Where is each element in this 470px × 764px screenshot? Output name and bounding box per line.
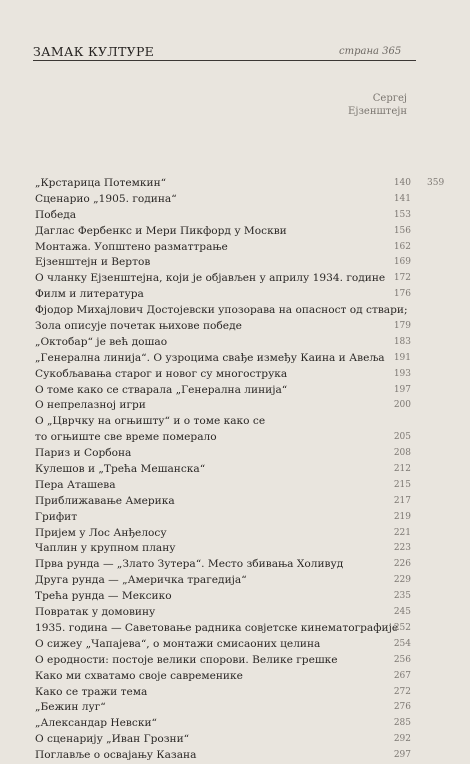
toc-entry-page: 193: [393, 368, 411, 379]
toc-entry-page: 162: [393, 241, 411, 252]
toc-entry-title: Како ми схватамо своје савременике: [35, 669, 243, 682]
toc-entry: [35, 208, 465, 224]
toc-entry-title: Пријем у Лос Анђелосу: [35, 526, 167, 539]
toc-entry-page: 285: [393, 718, 411, 729]
toc-entry: [35, 605, 465, 621]
toc-entry-page: 254: [393, 638, 411, 649]
toc-entry-title: Повратак у домовину: [35, 606, 156, 619]
toc-entry-title: „Крстарица Потемкин“: [35, 177, 167, 189]
toc-entry-title: О непрелазној игри: [35, 399, 146, 412]
toc-entry-title: Ејзенштејн и Вертов: [35, 256, 151, 269]
toc-entry: [35, 351, 465, 367]
author-last-name: Ејзенштејн: [348, 106, 407, 117]
toc-entry: [35, 494, 465, 510]
toc-entry-title: Грифит: [35, 510, 78, 523]
toc-entry-page: 215: [393, 479, 411, 490]
toc-entry: [35, 557, 465, 573]
toc-entry-title: Приближавање Америка: [35, 494, 175, 507]
toc-entry-title: Чаплин у крупном плану: [35, 542, 176, 555]
toc-entry-page: 235: [393, 591, 411, 602]
toc-entry-page: 141: [393, 193, 411, 204]
toc-entry: [35, 255, 465, 271]
toc-entry: [35, 414, 465, 430]
toc-entry-title: Победа: [35, 208, 77, 221]
toc-entry: [35, 685, 465, 701]
toc-entry: [35, 478, 465, 494]
toc-entry-page: 217: [393, 495, 411, 506]
toc-entry-page: 256: [393, 654, 411, 665]
toc-entry: [35, 621, 465, 637]
toc-entry: [35, 589, 465, 605]
toc-entry: [35, 573, 465, 589]
running-header-page: страна 365: [339, 46, 402, 57]
toc-entry-page: 221: [393, 527, 411, 538]
toc-entry-page: 156: [393, 225, 411, 236]
toc-entry-page: 229: [393, 575, 411, 586]
toc-entry-title: „Генерална линија“. О узроцима свађе између Каина и Авеља: [35, 351, 385, 364]
toc-entry-title: Поглавље о освајању Казана: [35, 749, 197, 762]
toc-entry-title: О сценарију „Иван Грозни“: [35, 733, 190, 746]
toc-entry-title: Прва рунда — „Злато Зутера“. Место збивања Холивуд: [35, 558, 344, 571]
toc-entry: [35, 398, 465, 414]
toc-entry-title: Трећа рунда — Мексико: [35, 590, 172, 603]
toc-entry: [35, 510, 465, 526]
toc-entry-page: 212: [393, 464, 411, 475]
toc-entry: [35, 240, 465, 256]
toc-entry: [35, 319, 465, 335]
toc-entry-page: 226: [393, 559, 411, 570]
toc-entry-page: 297: [393, 750, 411, 761]
toc-entry-page: 223: [393, 543, 411, 554]
toc-entry: [35, 383, 465, 399]
toc-entry-title: „Октобар“ је већ дошао: [35, 335, 168, 348]
toc-entry-page: 183: [393, 336, 411, 347]
toc-entry-title: „Бежин луг“: [35, 701, 106, 714]
toc-entry: [35, 335, 465, 351]
toc-entry-title: О „Цврчку на огњишту“ и о томе како се: [35, 415, 266, 428]
margin-page-number: 359: [427, 178, 445, 188]
toc-entry-title: „Александар Невски“: [35, 717, 157, 730]
toc-entry-page: 140: [393, 178, 411, 188]
toc-entry-title: Фјодор Михајлович Достојевски упозорава на опасност од ствари;: [35, 304, 408, 317]
toc-entry-title: Како се тражи тема: [35, 685, 148, 698]
toc-entry-title: Филм и литература: [35, 288, 144, 301]
toc-entry-page: 276: [393, 702, 411, 713]
toc-entry-title: 1935. година — Саветовање радника совјетске кинематографије: [35, 621, 399, 634]
toc-entry-page: 197: [393, 384, 411, 395]
toc-entry-page: 208: [393, 448, 411, 459]
toc-entry: [35, 748, 465, 764]
running-header-title: ЗАМАК КУЛТУРЕ: [33, 44, 155, 59]
toc-entry-page: 200: [393, 400, 411, 411]
toc-entry-title: Зола описује почетак њихове победе: [35, 320, 242, 333]
toc-entry: [35, 526, 465, 542]
toc-entry: [35, 303, 465, 319]
toc-entry: [35, 271, 465, 287]
toc-entry: [35, 367, 465, 383]
toc-entry: [35, 716, 465, 732]
toc-entry-title: Пера Аташева: [35, 478, 116, 491]
toc-entry-title: то огњиште све време померало: [35, 431, 217, 444]
toc-entry: [35, 637, 465, 653]
toc-entry-page: 245: [393, 607, 411, 618]
toc-entry-title: О чланку Ејзенштејна, који је објављен у априлу 1934. године: [35, 272, 386, 285]
toc-entry-title: Друга рунда — „Америчка трагедија“: [35, 574, 247, 587]
toc-entry-title: Монтажа. Уопштено разматтрање: [35, 240, 228, 253]
toc-entry-page: 219: [393, 511, 411, 522]
toc-entry: [35, 287, 465, 303]
toc-entry-title: Кулешов и „Трећа Мешанска“: [35, 463, 206, 476]
toc-entry: [35, 653, 465, 669]
toc-entry-page: 292: [393, 734, 411, 745]
toc-entry-page: 172: [393, 273, 411, 284]
table-of-contents: [35, 176, 465, 764]
toc-entry: [35, 192, 465, 208]
toc-entry-page: 205: [393, 432, 411, 443]
toc-entry-page: 267: [393, 670, 411, 681]
toc-entry-title: Сценарио „1905. година“: [35, 192, 177, 205]
toc-entry-title: Даглас Фербенкс и Мери Пикфорд у Москви: [35, 224, 287, 237]
toc-entry-page: 191: [393, 352, 411, 363]
toc-entry-page: 179: [393, 321, 411, 332]
toc-entry: [35, 669, 465, 685]
toc-entry: [35, 732, 465, 748]
toc-entry-title: Париз и Сорбона: [35, 447, 132, 460]
toc-entry: [35, 446, 465, 462]
toc-entry-title: О еродности: постоје велики спорови. Велике грешке: [35, 653, 338, 666]
header-rule: [33, 60, 416, 61]
toc-entry-title: О томе како се стварала „Генерална линија“: [35, 383, 288, 396]
toc-entry-title: О сижеу „Чапајева“, о монтажи смисаоних целина: [35, 637, 321, 650]
author-name: [348, 92, 407, 118]
toc-entry-page: 272: [393, 686, 411, 697]
toc-entry: [35, 700, 465, 716]
toc-entry: [35, 430, 465, 446]
toc-entry-title: Сукобљавања старог и новог су многострука: [35, 367, 288, 380]
toc-entry: [35, 176, 465, 192]
toc-entry-page: 153: [393, 209, 411, 220]
toc-entry: [35, 541, 465, 557]
toc-entry: [35, 224, 465, 240]
toc-entry-page: 252: [393, 622, 411, 633]
toc-entry: [35, 462, 465, 478]
toc-entry-page: 169: [393, 257, 411, 268]
author-first-name: Сергеј: [372, 93, 407, 104]
toc-entry-page: 176: [393, 289, 411, 300]
